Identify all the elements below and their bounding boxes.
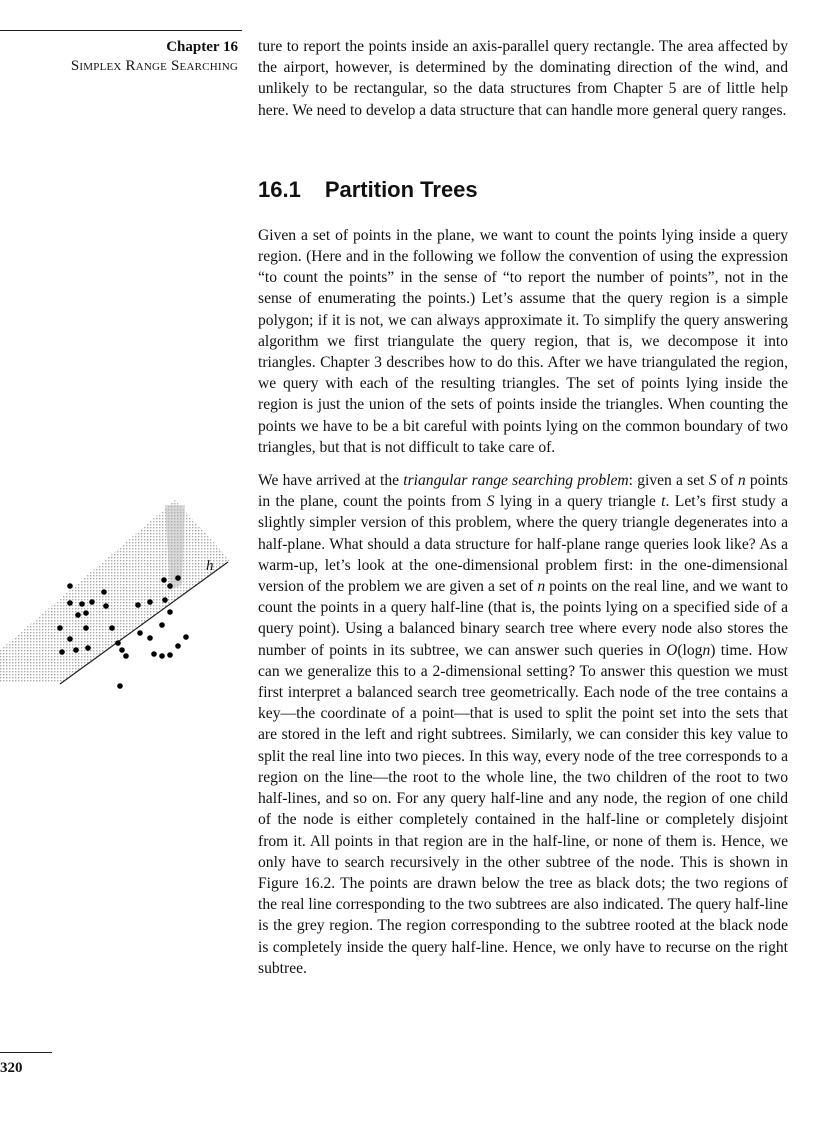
point [75,612,81,618]
chapter-title: Simplex Range Searching [70,58,238,74]
header-rule [0,30,242,31]
page-number: 320 [0,1060,23,1076]
point [67,583,73,589]
point [123,653,129,659]
point [119,647,125,653]
point [175,575,181,581]
point [183,634,189,640]
chapter-header [0,38,238,76]
point [59,649,65,655]
point [117,683,123,689]
point [109,625,115,631]
paragraph-2: We have arrived at the triangular range searching problem: given a set S of n points in the plane, count the points from S lying in a query triangle t. Let’s first study a slightly simpler version of this problem, where the query triangle degenerates into a half-plane. What should a data structure for half-plane range queries look like? As a warm-up, let’s look at the one-dimensional problem first: in the one-dimensional version of the problem we are given a set of n points on the real line, and we want to count the points in a query half-line (that is, the points lying on a specified side of a query point). Using a balanced binary search tree where every node also stores the number of points in its subtree, we can answer such queries in O(logn) time. How can we generalize this to a 2-dimensional setting? To answer this question we must first interpret a balanced search tree geometrically. Each node of the tree contains a key—the coordinate of a point—that is used to split the point set into the sets that are stored in the left and right subtrees. Similarly, we can consider this key value to split the real line into two pieces. In this way, every node of the tree corresponds to a region on the line—the root to the whole line, the two children of the root to two half-lines, and so on. For any query half-line and any node, the region of one child of the node is either completely contained in the half-line or completely disjoint from it. All points in that region are in the half-line, or none of them is. Hence, we only have to search recursively in the other subtree of the node. This is shown in Figure 16.2. The points are drawn below the tree as black dots; the two regions of the real line corresponding to the two subtrees are also indicated. The query half-line is the grey region. The region corresponding to the subtree rooted at the black node is completely inside the query half-line. Hence, we only have to recurse on the right subtree. [258,472,788,977]
point [73,647,79,653]
point [151,651,157,657]
chapter-number: Chapter 16 [166,39,238,55]
shaded-half-plane [0,500,230,682]
point [83,610,89,616]
term-triangular-range-searching: triangular range searching problem [403,472,629,490]
line-h-label: h [206,558,214,574]
point [137,630,143,636]
point [89,599,95,605]
section-number: 16.1 [258,176,301,202]
point [147,599,153,605]
point [57,625,63,631]
point [175,643,181,649]
intro-paragraph: ture to report the points inside an axis-parallel query rectangle. The area affected by the airport, however, is determined by the dominating direction of the wind, and unlikely to be rectangular, so the data structures from Chapter 5 are of little help here. We need to develop a data structure that can handle more general query ranges. [258,38,788,119]
point [101,589,107,595]
half-plane-query-figure [0,500,250,720]
point [67,636,73,642]
point [161,577,167,583]
point [135,602,141,608]
point [162,597,168,603]
point [115,640,121,646]
point [103,603,109,609]
point [167,609,173,615]
footer-rule [0,1052,52,1053]
section-title: Partition Trees [324,176,478,202]
point [85,645,91,651]
main-text-column [258,36,788,979]
point [167,583,173,589]
point [67,600,73,606]
paragraph-1: Given a set of points in the plane, we want to count the points lying inside a query region. (Here and in the following we follow the convention of using the expression “to count the points” in the sense of “to report the number of points”, not in the sense of enumerating the points.) Let’s assume that the query region is a simple polygon; if it is not, we can always approximate it. To simplify the query answering algorithm we first triangulate the query region, that is, we decompose it into triangles. Chapter 3 describes how to do this. After we have triangulated the region, we query with each of the resulting triangles. The set of points lying inside the region is just the union of the sets of points inside the triangles. When counting the points we have to be a bit careful with points lying on the common boundary of two triangles, but that is not difficult to take care of. [258,226,788,456]
point [83,625,89,631]
point [167,652,173,658]
point [147,635,153,641]
point [159,622,165,628]
figure-svg [0,500,250,720]
section-heading [258,177,788,203]
point [79,601,85,607]
point [159,653,165,659]
